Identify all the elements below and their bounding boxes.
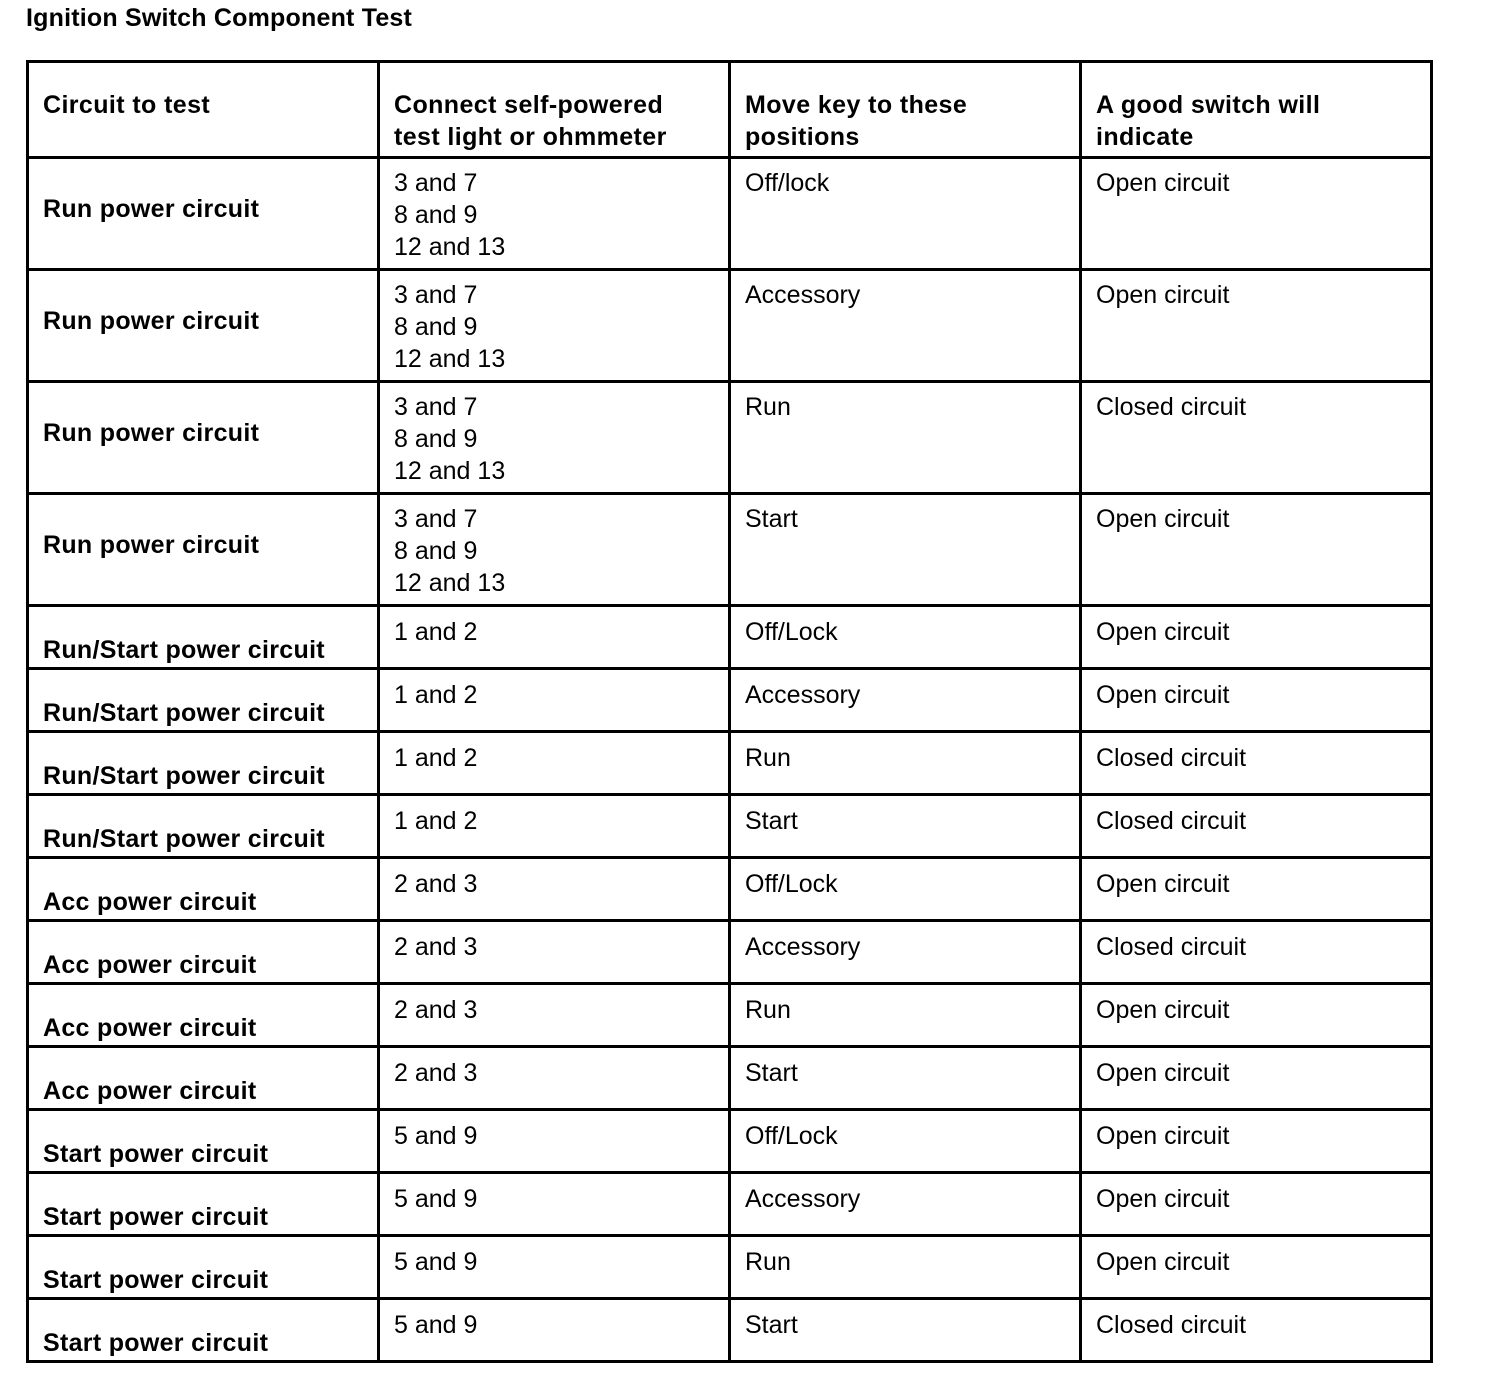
position-cell: Run	[730, 1236, 1081, 1299]
terminal-pair: 5 and 9	[394, 1122, 478, 1150]
terminal-pair: 3 and 7	[394, 281, 478, 309]
circuit-cell: Start power circuit	[28, 1236, 379, 1299]
connect-cell	[379, 732, 730, 795]
table-row	[28, 921, 1432, 984]
terminal-pair: 1 and 2	[394, 807, 478, 835]
position-cell: Accessory	[730, 921, 1081, 984]
table-header-row	[28, 62, 1432, 158]
table-row	[28, 382, 1432, 494]
position-cell: Accessory	[730, 669, 1081, 732]
circuit-cell: Run/Start power circuit	[28, 795, 379, 858]
position-cell: Off/lock	[730, 158, 1081, 270]
position-cell: Accessory	[730, 270, 1081, 382]
terminal-pair: 2 and 3	[394, 1059, 478, 1087]
terminal-pair: 12 and 13	[394, 569, 506, 597]
terminal-pair: 3 and 7	[394, 393, 478, 421]
ignition-test-table	[26, 60, 1433, 1363]
position-cell: Start	[730, 494, 1081, 606]
circuit-cell: Run/Start power circuit	[28, 732, 379, 795]
table-row	[28, 795, 1432, 858]
table-row	[28, 606, 1432, 669]
circuit-cell: Acc power circuit	[28, 858, 379, 921]
position-cell: Run	[730, 382, 1081, 494]
result-cell: Open circuit	[1081, 1236, 1432, 1299]
connect-cell	[379, 1047, 730, 1110]
position-cell: Start	[730, 795, 1081, 858]
table-row	[28, 1047, 1432, 1110]
connect-cell	[379, 1236, 730, 1299]
table-row	[28, 270, 1432, 382]
terminal-pair: 5 and 9	[394, 1248, 478, 1276]
terminal-pair: 2 and 3	[394, 933, 478, 961]
position-cell: Start	[730, 1299, 1081, 1362]
position-cell: Off/Lock	[730, 858, 1081, 921]
position-cell: Accessory	[730, 1173, 1081, 1236]
table-row	[28, 669, 1432, 732]
terminal-pair: 8 and 9	[394, 537, 478, 565]
result-cell: Open circuit	[1081, 1110, 1432, 1173]
circuit-cell: Run power circuit	[28, 382, 379, 494]
table-row	[28, 158, 1432, 270]
table-row	[28, 1236, 1432, 1299]
header-connect: Connect self-powered test light or ohmmeter	[379, 62, 730, 158]
connect-cell	[379, 795, 730, 858]
terminal-pair: 1 and 2	[394, 681, 478, 709]
result-cell: Open circuit	[1081, 494, 1432, 606]
circuit-cell: Run power circuit	[28, 494, 379, 606]
position-cell: Off/Lock	[730, 1110, 1081, 1173]
result-cell: Closed circuit	[1081, 795, 1432, 858]
circuit-cell: Start power circuit	[28, 1173, 379, 1236]
result-cell: Open circuit	[1081, 1173, 1432, 1236]
circuit-cell: Run/Start power circuit	[28, 669, 379, 732]
result-cell: Closed circuit	[1081, 921, 1432, 984]
connect-cell	[379, 858, 730, 921]
table-row	[28, 858, 1432, 921]
terminal-pair: 12 and 13	[394, 233, 506, 261]
connect-cell	[379, 158, 730, 270]
terminal-pair: 5 and 9	[394, 1185, 478, 1213]
connect-cell	[379, 1173, 730, 1236]
position-cell: Start	[730, 1047, 1081, 1110]
table-row	[28, 1299, 1432, 1362]
result-cell: Open circuit	[1081, 669, 1432, 732]
terminal-pair: 2 and 3	[394, 870, 478, 898]
connect-cell	[379, 494, 730, 606]
table-row	[28, 494, 1432, 606]
circuit-cell: Run/Start power circuit	[28, 606, 379, 669]
table-row	[28, 1173, 1432, 1236]
terminal-pair: 8 and 9	[394, 313, 478, 341]
header-result: A good switch will indicate	[1081, 62, 1432, 158]
circuit-cell: Run power circuit	[28, 158, 379, 270]
result-cell: Open circuit	[1081, 270, 1432, 382]
result-cell: Closed circuit	[1081, 1299, 1432, 1362]
circuit-cell: Acc power circuit	[28, 1047, 379, 1110]
circuit-cell: Start power circuit	[28, 1110, 379, 1173]
circuit-cell: Start power circuit	[28, 1299, 379, 1362]
page-title: Ignition Switch Component Test	[26, 4, 413, 32]
result-cell: Closed circuit	[1081, 382, 1432, 494]
table-row	[28, 984, 1432, 1047]
connect-cell	[379, 1299, 730, 1362]
header-circuit: Circuit to test	[28, 62, 379, 158]
position-cell: Off/Lock	[730, 606, 1081, 669]
terminal-pair: 2 and 3	[394, 996, 478, 1024]
result-cell: Open circuit	[1081, 158, 1432, 270]
terminal-pair: 8 and 9	[394, 425, 478, 453]
position-cell: Run	[730, 984, 1081, 1047]
result-cell: Open circuit	[1081, 858, 1432, 921]
terminal-pair: 1 and 2	[394, 744, 478, 772]
terminal-pair: 3 and 7	[394, 169, 478, 197]
result-cell: Open circuit	[1081, 1047, 1432, 1110]
connect-cell	[379, 382, 730, 494]
table-row	[28, 1110, 1432, 1173]
terminal-pair: 8 and 9	[394, 201, 478, 229]
connect-cell	[379, 270, 730, 382]
terminal-pair: 12 and 13	[394, 457, 506, 485]
connect-cell	[379, 984, 730, 1047]
connect-cell	[379, 606, 730, 669]
circuit-cell: Acc power circuit	[28, 984, 379, 1047]
connect-cell	[379, 921, 730, 984]
table-row	[28, 732, 1432, 795]
position-cell: Run	[730, 732, 1081, 795]
result-cell: Open circuit	[1081, 984, 1432, 1047]
connect-cell	[379, 1110, 730, 1173]
terminal-pair: 12 and 13	[394, 345, 506, 373]
header-position: Move key to these positions	[730, 62, 1081, 158]
result-cell: Closed circuit	[1081, 732, 1432, 795]
result-cell: Open circuit	[1081, 606, 1432, 669]
terminal-pair: 3 and 7	[394, 505, 478, 533]
table-body	[28, 158, 1432, 1362]
circuit-cell: Acc power circuit	[28, 921, 379, 984]
circuit-cell: Run power circuit	[28, 270, 379, 382]
terminal-pair: 5 and 9	[394, 1311, 478, 1339]
terminal-pair: 1 and 2	[394, 618, 478, 646]
connect-cell	[379, 669, 730, 732]
